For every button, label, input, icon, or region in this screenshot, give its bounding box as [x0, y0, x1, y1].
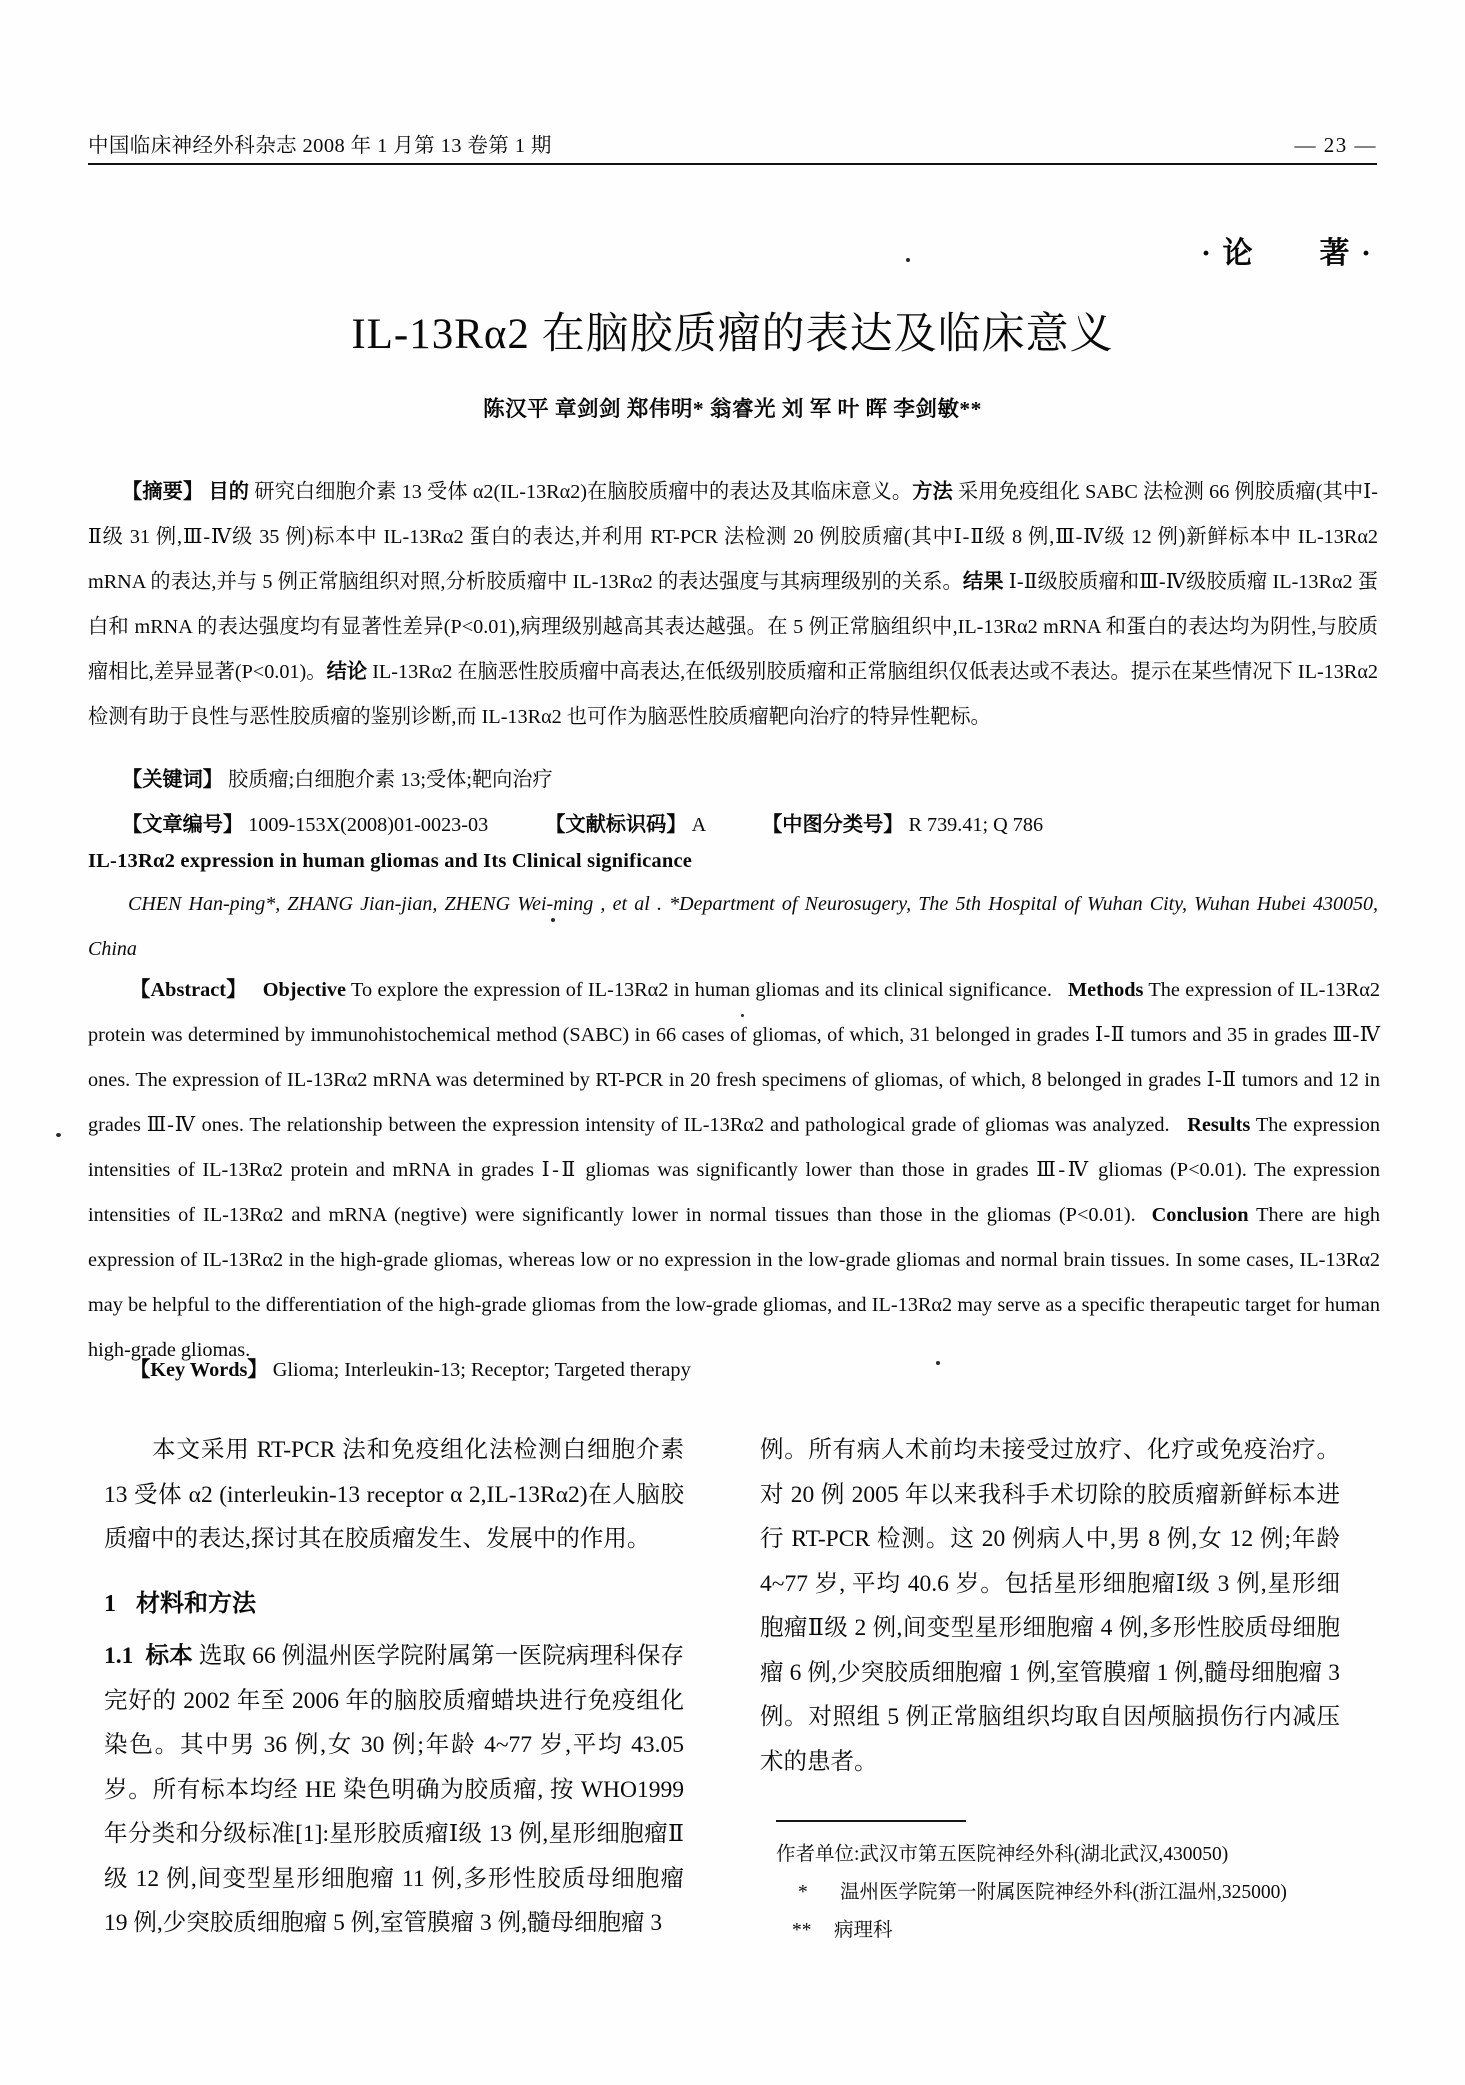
en-conclusion-text: There are high expression of IL-13Rα2 in the high-grade gliomas, whereas low or no expression in the low-grade gliomas and normal brain tissues. In some cases, IL-13Rα2 may be helpful to the differentiation of the high-grade gliomas from the low-grade gliomas, and IL-13Rα2 may serve as a specific therapeutic target for human high-grade gliomas. [88, 1204, 1380, 1361]
footnote-affiliation-main: 作者单位:武汉市第五医院神经外科(湖北武汉,430050) [776, 1844, 1229, 1865]
body-column-left [104, 1428, 684, 1946]
footnote-block [776, 1836, 1396, 1950]
footnote-affiliation-doublestar [776, 1912, 1396, 1950]
header-rule [88, 163, 1377, 165]
scan-speck-2 [551, 918, 555, 922]
journal-issue-line: 中国临床神经外科杂志 2008 年 1 月第 13 卷第 1 期 [88, 135, 552, 157]
footnote-rule [776, 1820, 966, 1822]
cn-results-text: Ⅰ-Ⅱ级胶质瘤和Ⅲ-Ⅳ级胶质瘤 IL-13Rα2 蛋白和 mRNA 的表达强度均有显著性差异(P<0.01),病理级别越高其表达越强。在 5 例正常脑组织中,IL-13Rα2 mRNA 和蛋白的表达均为阴性,与胶质瘤相比,差异显著(P<0.01)。 [88, 571, 1378, 683]
en-results-label: Results [1187, 1114, 1251, 1136]
article-type-trail-dot: · [1360, 237, 1373, 270]
subsection-1-1-title: 标本 [145, 1643, 193, 1669]
section-1-number: 1 [104, 1590, 116, 1617]
article-type-mark [1201, 228, 1373, 272]
scan-speck-1 [906, 258, 910, 262]
en-keywords-value: Glioma; Interleukin-13; Receptor; Targeted therapy [272, 1359, 691, 1381]
english-affiliation [88, 882, 1378, 972]
subsection-1-1-text: 选取 66 例温州医学院附属第一医院病理科保存完好的 2002 年至 2006 年的脑胶质瘤蜡块进行免疫组化染色。其中男 36 例,女 30 例;年龄 4~77 岁,平均 43.05 岁。所有标本均经 HE 染色明确为胶质瘤, 按 WHO1999 年分类和分级标准[1]:星形胶质瘤Ⅰ级 13 例,星形细胞瘤Ⅱ级 12 例,间变型星形细胞瘤 11 例,多形性胶质母细胞瘤 19 例,少突胶质细胞瘤 5 例,室管膜瘤 3 例,髓母细胞瘤 3 [104, 1643, 685, 1936]
section-heading-1 [104, 1582, 684, 1627]
cn-conclusion-text: IL-13Rα2 在脑恶性胶质瘤中高表达,在低级别胶质瘤和正常脑组织仅低表达或不表达。提示在某些情况下 IL-13Rα2 检测有助于良性与恶性胶质瘤的鉴别诊断,而 IL-13Rα2 也可作为脑恶性胶质瘤靶向治疗的特异性靶标。 [88, 661, 1378, 728]
en-methods-label: Methods [1067, 979, 1144, 1001]
cn-results-label: 结果 [962, 571, 1004, 593]
intro-paragraph: 本文采用 RT-PCR 法和免疫组化法检测白细胞介素 13 受体 α2 (interleukin-13 receptor α 2,IL-13Rα2)在人脑胶质瘤中的表达,探讨其在胶质瘤发生、发展中的作用。 [104, 1437, 684, 1552]
article-identifier-line [88, 803, 1378, 848]
en-methods-text: The expression of IL-13Rα2 protein was determined by immunohistochemical method (SABC) in 66 cases of gliomas, of which, 31 belonged in grades Ⅰ-Ⅱ tumors and 35 in grades Ⅲ-Ⅳ ones. The expression of IL-13Rα2 mRNA was determined by RT-PCR in 20 fresh specimens of gliomas, of which, 8 belonged in grades Ⅰ-Ⅱ tumors and 12 in grades Ⅲ-Ⅳ ones. The relationship between the expression intensity of IL-13Rα2 and pathological grade of gliomas was analyzed. [88, 979, 1380, 1136]
scan-speck-5 [741, 1014, 744, 1017]
article-type-word-1: 论 [1222, 237, 1255, 270]
cn-keywords-label: 【关键词】 [122, 769, 223, 791]
document-code-value: A [691, 814, 706, 836]
cn-objective-label: 目的 [208, 481, 250, 503]
author-list: 陈汉平 章剑剑 郑伟明* 翁睿光 刘 军 叶 晖 李剑敏** [483, 397, 982, 421]
cn-abstract-label: 【摘要】 [122, 481, 204, 503]
page-folio: — 23 — [1294, 133, 1377, 157]
article-title: IL-13Rα2 在脑胶质瘤的表达及临床意义 [351, 311, 1114, 358]
english-keywords-line [88, 1348, 1380, 1393]
footnote-star-1: * [798, 1882, 808, 1903]
subsection-1-1 [104, 1634, 684, 1946]
cn-objective-text: 研究白细胞介素 13 受体 α2(IL-13Rα2)在脑胶质瘤中的表达及其临床意义。 [254, 481, 913, 503]
en-abstract-label: 【Abstract】 [130, 979, 247, 1001]
body-continuation: 例。所有病人术前均未接受过放疗、化疗或免疫治疗。对 20 例 2005 年以来我科手术切除的胶质瘤新鲜标本进行 RT-PCR 检测。这 20 例病人中,男 8 例,女 12 例;年龄 4~77 岁, 平均 40.6 岁。包括星形细胞瘤Ⅰ级 3 例,星形细胞瘤Ⅱ级 2 例,间变型星形细胞瘤 4 例,多形性胶质母细胞瘤 6 例,少突胶质细胞瘤 1 例,室管膜瘤 1 例,髓母细胞瘤 3 例。对照组 5 例正常脑组织均取自因颅脑损伤行内减压术的患者。 [760, 1437, 1340, 1775]
footnote-affiliation-star-text: 温州医学院第一附属医院神经外科(浙江温州,325000) [840, 1882, 1287, 1903]
subsection-1-1-number: 1.1 [104, 1643, 134, 1669]
en-keywords-label: 【Key Words】 [130, 1359, 268, 1381]
article-number-label: 【文章编号】 [122, 814, 244, 836]
article-type-lead-dot: · [1200, 237, 1213, 270]
en-objective-text: To explore the expression of IL-13Rα2 in human gliomas and its clinical significance. [351, 979, 1052, 1001]
scan-speck-4 [936, 1361, 940, 1365]
en-objective-label: Objective [262, 979, 347, 1001]
chinese-abstract [88, 470, 1378, 740]
body-column-right [760, 1428, 1340, 1784]
footnote-star-2: ** [792, 1920, 812, 1941]
chinese-keywords-line [88, 758, 1378, 803]
clc-number-label: 【中图分类号】 [762, 814, 904, 836]
cn-keywords-value: 胶质瘤;白细胞介素 13;受体;靶向治疗 [228, 769, 553, 791]
section-1-title: 材料和方法 [136, 1590, 256, 1617]
english-affiliation-text: CHEN Han-ping*, ZHANG Jian-jian, ZHENG Wei-ming , et al . *Department of Neurosugery, The 5th Hospital of Wuhan City, Wuhan Hubei 430050, China [88, 893, 1378, 960]
article-type-word-2: 著 [1319, 237, 1352, 270]
scan-speck-3 [56, 1133, 61, 1137]
article-number-value: 1009-153X(2008)01-0023-03 [248, 814, 489, 836]
footnote-affiliation-star [776, 1874, 1396, 1912]
en-conclusion-label: Conclusion [1151, 1204, 1249, 1226]
en-results-text: The expression intensities of IL-13Rα2 protein and mRNA in grades Ⅰ-Ⅱ gliomas was significantly lower than those in grades Ⅲ-Ⅳ gliomas (P<0.01). The expression intensities of IL-13Rα2 and mRNA (negtive) were significantly lower in normal tissues than those in the gliomas (P<0.01). [88, 1114, 1380, 1226]
document-code-label: 【文献标识码】 [545, 814, 687, 836]
footnote-affiliation-doublestar-text: 病理科 [834, 1920, 893, 1941]
english-title: IL-13Rα2 expression in human gliomas and Its Clinical significance [88, 850, 693, 872]
cn-methods-text: 采用免疫组化 SABC 法检测 66 例胶质瘤(其中Ⅰ-Ⅱ级 31 例,Ⅲ-Ⅳ级 35 例)标本中 IL-13Rα2 蛋白的表达,并利用 RT-PCR 法检测 20 例胶质瘤(其中Ⅰ-Ⅱ级 8 例,Ⅲ-Ⅳ级 12 例)新鲜标本中 IL-13Rα2 mRNA 的表达,并与 5 例正常脑组织对照,分析胶质瘤中 IL-13Rα2 的表达强度与其病理级别的关系。 [88, 481, 1379, 593]
running-head [88, 128, 1377, 158]
english-abstract [88, 968, 1380, 1373]
cn-methods-label: 方法 [912, 481, 953, 503]
cn-conclusion-label: 结论 [326, 661, 368, 683]
clc-number-value: R 739.41; Q 786 [908, 814, 1044, 836]
